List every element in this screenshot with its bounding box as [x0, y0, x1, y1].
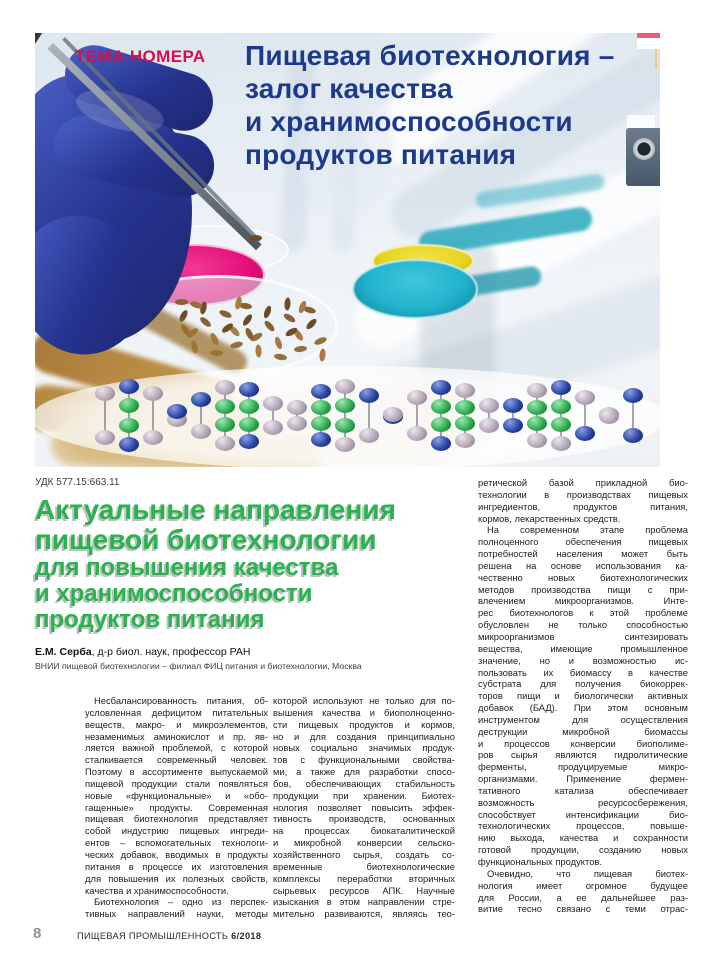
molecule-sphere	[479, 418, 499, 433]
hero-photo	[35, 33, 660, 467]
molecule-sphere	[527, 400, 547, 415]
text-line: Очевидно, что пищевая биотех-	[487, 867, 688, 879]
molecule-sphere	[407, 390, 427, 405]
molecule-sphere	[215, 436, 235, 451]
text-line: тивных направлений науки, методы	[85, 908, 268, 920]
header-title	[245, 39, 660, 171]
molecule-sphere	[311, 400, 331, 415]
journal-name: ПИЩЕВАЯ ПРОМЫШЛЕННОСТЬ	[77, 931, 232, 941]
molecule-sphere	[359, 428, 379, 443]
text-line: технологических процессов, повыше-	[478, 820, 688, 832]
text-line: незаменимых аминокислот и пр. яв-	[85, 730, 268, 742]
article-title-sub	[35, 555, 465, 633]
text-line: новые «функциональные» и «обо-	[85, 789, 268, 801]
text-line: тивность производств, основанных	[273, 813, 455, 825]
molecule-sphere	[599, 409, 619, 424]
text-line: деструкции микробной биомассы	[478, 725, 688, 737]
text-line: тов с функциональными свойства-	[273, 754, 455, 766]
text-line: полноценного обеспечения пищевых	[478, 536, 688, 548]
text-line: технологии в производствах пищевых	[478, 488, 688, 500]
text-line: микроорганизмов синтезировать	[478, 630, 688, 642]
molecule-sphere	[311, 416, 331, 431]
molecule-sphere	[287, 416, 307, 431]
molecule-sphere	[551, 436, 571, 451]
issue-number: 6/2018	[231, 931, 262, 941]
text-line: нию выхода, качества и сохранности	[478, 832, 688, 844]
text-line: ми, а также для разработки спосо-	[273, 766, 455, 778]
text-line: потребностей населения может быть	[478, 548, 688, 560]
molecule-sphere	[95, 430, 115, 445]
affiliation: ВНИИ пищевой биотехнологии – филиал ФИЦ питания и биотехнологии, Москва	[35, 661, 362, 671]
molecule-sphere	[527, 416, 547, 431]
molecule-sphere	[143, 430, 163, 445]
molecule-sphere	[215, 417, 235, 432]
text-line: методов производства пищи с при-	[478, 583, 688, 595]
text-line: добавок (БАД). При этом основным	[478, 702, 688, 714]
text-line: вышения качества и биополноценно-	[273, 706, 455, 718]
text-line: ингредиентов, продуктов питания,	[478, 500, 688, 512]
text-line: обусловлен не только способностью	[478, 619, 688, 631]
text-line: ретической базой прикладной био-	[478, 477, 688, 488]
molecule-sphere	[239, 399, 259, 414]
text-line: сталкивается современный человек.	[85, 754, 268, 766]
text-line: возможность ресурсосбережения,	[478, 796, 688, 808]
molecule-sphere	[311, 384, 331, 399]
article-title	[35, 495, 465, 633]
text-line: комплексы переработки вторичных	[273, 872, 455, 884]
text-line: и процессов конверсии биополиме-	[478, 737, 688, 749]
body-column-1	[85, 695, 268, 920]
text-line: способствует интенсификации био-	[478, 808, 688, 820]
molecule-sphere	[575, 390, 595, 405]
molecule-sphere	[215, 380, 235, 395]
text-line: нология позволяет повысить эффек-	[273, 801, 455, 813]
molecule-sphere	[527, 383, 547, 398]
text-line: но и для создания принципиально	[273, 730, 455, 742]
text-line: На современном этапе проблема	[487, 524, 688, 536]
molecule-sphere	[575, 426, 595, 441]
text-line: инструментом для осуществления	[478, 713, 688, 725]
molecule-sphere	[623, 388, 643, 403]
text-line: ров сырья являются гидролитические	[478, 749, 688, 761]
molecule-sphere	[383, 407, 403, 422]
text-line: вещества, имеющие промышленное	[478, 642, 688, 654]
text-line: мительно развиваются, являясь тео-	[273, 908, 455, 920]
text-line: сти пищевых продуктов и кормов,	[273, 718, 455, 730]
molecule-sphere	[455, 400, 475, 415]
molecule-sphere	[263, 420, 283, 435]
text-line: ческих добавок, вводимых в продукты	[85, 848, 268, 860]
page-number: 8	[33, 925, 42, 942]
molecule-sphere	[431, 417, 451, 432]
molecule-sphere	[551, 380, 571, 395]
text-line: пищевой биотехнологии	[35, 524, 377, 555]
udc-code: УДК 577.15:663.11	[35, 477, 120, 488]
text-line: кормов, лекарственных средств.	[478, 512, 621, 524]
text-line: изыскания в этом направлении стре-	[273, 896, 455, 908]
text-line: условленная дефицитом питательных	[85, 706, 268, 718]
text-line: собой индустрию пищевых ингреди-	[85, 825, 268, 837]
article-title-main	[35, 495, 465, 555]
text-line: продуктов питания	[35, 606, 265, 633]
text-line: питания в процессе их изготовления	[85, 860, 268, 872]
molecule-sphere	[431, 436, 451, 451]
molecule-sphere	[263, 396, 283, 411]
molecule-sphere	[239, 417, 259, 432]
text-line: субстрата для получения биокоррек-	[478, 678, 688, 690]
molecule-sphere	[335, 379, 355, 394]
text-line: влечением микроорганизмов. Инте-	[478, 595, 688, 607]
text-line: функциональных продуктов.	[478, 856, 602, 867]
footer-journal	[77, 931, 261, 941]
molecule-sphere	[239, 382, 259, 397]
molecule-sphere	[191, 424, 211, 439]
text-line: гащенные» продукты. Современная	[85, 801, 268, 813]
molecule-sphere	[359, 388, 379, 403]
text-line: готовой продукции, созданию новых	[478, 844, 688, 856]
molecule-sphere	[431, 399, 451, 414]
text-line: Биотехнология – одно из перспек-	[94, 896, 268, 908]
text-line: хозяйственного сырья, создать со-	[273, 848, 455, 860]
molecule-sphere	[119, 437, 139, 452]
molecule-sphere	[551, 417, 571, 432]
molecule-sphere	[551, 399, 571, 414]
text-line: и хранимоспособности	[245, 106, 573, 137]
text-line: временные биотехнологические	[273, 860, 455, 872]
molecule-sphere	[455, 433, 475, 448]
author-name: Е.М. Серба	[35, 646, 92, 658]
text-line: ляется важной проблемой, с которой	[85, 742, 268, 754]
text-line: Поэтому в ассортименте выпускаемой	[85, 766, 268, 778]
text-line: Пищевая биотехнология –	[245, 40, 615, 71]
text-line: сырьевых ресурсов АПК. Научные	[273, 884, 455, 896]
molecule-sphere	[623, 428, 643, 443]
molecule-sphere	[311, 432, 331, 447]
text-line: Актуальные направления	[35, 494, 396, 525]
molecule-sphere	[503, 418, 523, 433]
byline	[35, 646, 250, 658]
text-line: Несбалансированность питания, об-	[94, 695, 268, 706]
text-line: пользовать их биомассу в качестве	[478, 666, 688, 678]
text-line: решена на основе использования ка-	[478, 559, 688, 571]
text-line: для России, а ее дальнейшее раз-	[478, 891, 688, 903]
molecule-sphere	[239, 434, 259, 449]
molecule-sphere	[287, 400, 307, 415]
text-line: бов, обеспечивающих стабильность	[273, 777, 455, 789]
molecule-sphere	[215, 399, 235, 414]
text-line: чественно новых биотехнологических	[478, 571, 688, 583]
molecule-sphere	[95, 386, 115, 401]
molecule-sphere	[455, 416, 475, 431]
body-column-2	[273, 695, 455, 920]
molecule-sphere	[119, 418, 139, 433]
text-line: ферменты, продуцируемые микро-	[478, 761, 688, 773]
molecule-sphere	[407, 426, 427, 441]
molecule-sphere	[503, 398, 523, 413]
text-line: пищевая биотехнология представляет	[85, 813, 268, 825]
text-line: пищевой продукции стали появляться	[85, 777, 268, 789]
molecule-sphere	[455, 383, 475, 398]
text-line: витие тесно связано с теми отрас-	[478, 903, 688, 915]
molecule-sphere	[191, 392, 211, 407]
molecule-sphere	[119, 398, 139, 413]
text-line: торов пищи и биологически активных	[478, 690, 688, 702]
text-line: продукции при хранении. Биотех-	[273, 789, 455, 801]
text-line: и хранимоспособности	[35, 580, 313, 607]
author-credentials: , д-р биол. наук, профессор РАН	[91, 646, 251, 658]
molecule-sphere	[335, 418, 355, 433]
text-line: на процессах биокаталитической	[273, 825, 455, 837]
molecule-sphere	[335, 398, 355, 413]
text-line: тативного катализа обеспечивает	[478, 784, 688, 796]
text-line: залог качества	[245, 73, 453, 104]
text-line: качества и хранимоспособности.	[85, 884, 229, 896]
molecule-sphere	[431, 380, 451, 395]
molecule-sphere	[335, 437, 355, 452]
text-line: и микробной конверсии сельско-	[273, 837, 455, 849]
molecule-sphere	[527, 433, 547, 448]
molecule-sphere	[119, 379, 139, 394]
text-line: которой используют не только для по-	[273, 695, 455, 706]
kicker-tema-nomera: ТЕМА НОМЕРА	[75, 47, 206, 66]
text-line: продуктов питания	[245, 139, 517, 170]
body-column-3	[478, 477, 688, 915]
text-line: для повышения качества	[35, 554, 339, 581]
text-line: значение, но и возможностью ис-	[478, 654, 688, 666]
text-line: веществ, макро- и микроэлементов,	[85, 718, 268, 730]
text-line: новых социально значимых продук-	[273, 742, 455, 754]
text-line: нология имеет огромное будущее	[478, 879, 688, 891]
text-line: рес биотехнологов к этой проблеме	[478, 607, 688, 619]
text-line: ентов – вспомогательных технологи-	[85, 837, 268, 849]
text-line: для повышения их полезных свойств,	[85, 872, 268, 884]
text-line: организмами. Применение фермен-	[478, 773, 688, 785]
molecule-sphere	[143, 386, 163, 401]
molecule-sphere	[479, 398, 499, 413]
